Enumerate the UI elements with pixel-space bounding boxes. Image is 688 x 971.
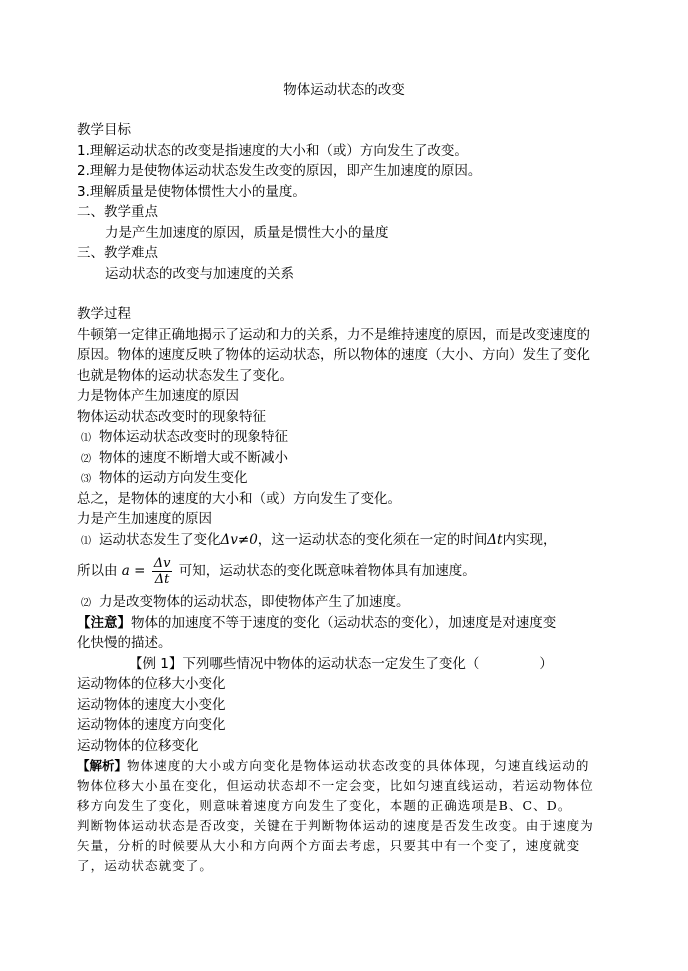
list-text: 力是改变物体的运动状态，即使物体产生了加速度。 — [99, 594, 410, 610]
formula-denominator: Δt — [154, 571, 170, 587]
subheading: 物体运动状态改变时的现象特征 — [77, 408, 266, 425]
goal-item: 1.理解运动状态的改变是指速度的大小和（或）方向发生了改变。 — [77, 142, 468, 159]
list-item — [77, 448, 617, 469]
example-option: 运动物体的速度大小变化 — [77, 696, 226, 713]
example-tag: 【例 1】 — [129, 655, 183, 672]
list-item: ⑴ 运动状态发生了变化Δv≠0，这一运动状态的变化须在一定的时间Δt内实现， — [77, 530, 617, 551]
delta-t-expression: Δt — [487, 531, 503, 548]
formula-line: 所以由 a = $\frac{\Delta v}{\Delta t}$ 可知，运动状态的变化既意味着物体具有加速度。 — [77, 555, 476, 587]
subheading: 力是产生加速度的原因 — [77, 511, 212, 527]
document-body — [77, 120, 617, 876]
summary: 总之，是物体的速度的大小和（或）方向发生了变化。 — [77, 490, 401, 507]
list-text: 物体的运动方向发生变化 — [99, 470, 248, 486]
list-number: ⑵ — [81, 598, 91, 609]
key-points-text: 力是产生加速度的原因，质量是惯性大小的量度 — [105, 224, 389, 241]
process-intro-line: 也就是物体的运动状态发生了变化。 — [77, 367, 293, 384]
analysis-line: 了，运动状态就变了。 — [77, 858, 214, 873]
analysis-line: 【解析】物体速度的大小或方向变化是物体运动状态改变的具体体现，匀速直线运动的 — [77, 758, 590, 773]
list-text: 物体运动状态改变时的现象特征 — [99, 429, 288, 445]
goal-item: 3.理解质量是使物体惯性大小的量度。 — [77, 183, 306, 200]
process-intro-line: 牛顿第一定律正确地揭示了运动和力的关系，力不是维持速度的原因，而是改变速度的 — [77, 326, 590, 343]
page-title: 物体运动状态的改变 — [283, 82, 405, 98]
example-option: 运动物体的位移大小变化 — [77, 676, 226, 692]
difficulties-text: 运动状态的改变与加速度的关系 — [105, 265, 294, 282]
formula-lhs: a = — [121, 563, 146, 579]
note-continuation: 化快慢的描述。 — [77, 635, 172, 651]
difficulties-heading: 三、教学难点 — [77, 245, 158, 261]
list-number: ⑴ — [81, 535, 91, 547]
analysis-tag: 【解析】 — [77, 758, 128, 773]
analysis-line: 矢量，分析的时候要从大小和方向两个方面去考虑，只要其中有一个变了，速度就变 — [77, 838, 581, 853]
list-text: 物体的速度不断增大或不断减小 — [99, 449, 288, 466]
list-item — [77, 468, 617, 489]
analysis-line: 物体位移大小虽在变化，但运动状态却不一定会变，比如匀速直线运动，若运动物体位 — [77, 778, 594, 793]
example-option: 运动物体的位移变化 — [77, 737, 199, 754]
note-tag: 【注意】 — [77, 614, 131, 631]
key-points-heading: 二、教学重点 — [77, 204, 158, 220]
analysis-line: 移方向发生了变化，则意味着速度方向发生了变化，本题的正确选项是B、C、D。 — [77, 798, 572, 813]
list-number: ⑶ — [81, 474, 91, 485]
formula-fraction — [152, 556, 173, 587]
example-option: 运动物体的速度方向变化 — [77, 717, 226, 733]
list-number: ⑴ — [81, 433, 91, 444]
goals-heading: 教学目标 — [77, 122, 131, 138]
note: 【注意】物体的加速度不等于速度的变化（运动状态的变化），加速度是对速度变 — [77, 614, 557, 631]
delta-v-expression: Δv≠0 — [220, 531, 258, 548]
subheading: 力是物体产生加速度的原因 — [77, 388, 239, 404]
process-intro-line: 原因。物体的速度反映了物体的运动状态，所以物体的速度（大小、方向）发生了变化 — [77, 347, 590, 363]
process-heading: 教学过程 — [77, 306, 131, 322]
analysis-line: 判断物体运动状态是否改变，关键在于判断物体运动的速度是否发生改变。由于速度为 — [77, 818, 594, 833]
formula-numerator: Δv — [153, 555, 171, 571]
list-item — [77, 592, 617, 613]
goal-item: 2.理解力是使物体运动状态发生改变的原因，即产生加速度的原因。 — [77, 163, 482, 179]
example-question: 【例 1】下列哪些情况中物体的运动状态一定发生了变化（ ） — [129, 655, 553, 672]
list-item — [77, 427, 617, 448]
list-number: ⑵ — [81, 453, 91, 465]
